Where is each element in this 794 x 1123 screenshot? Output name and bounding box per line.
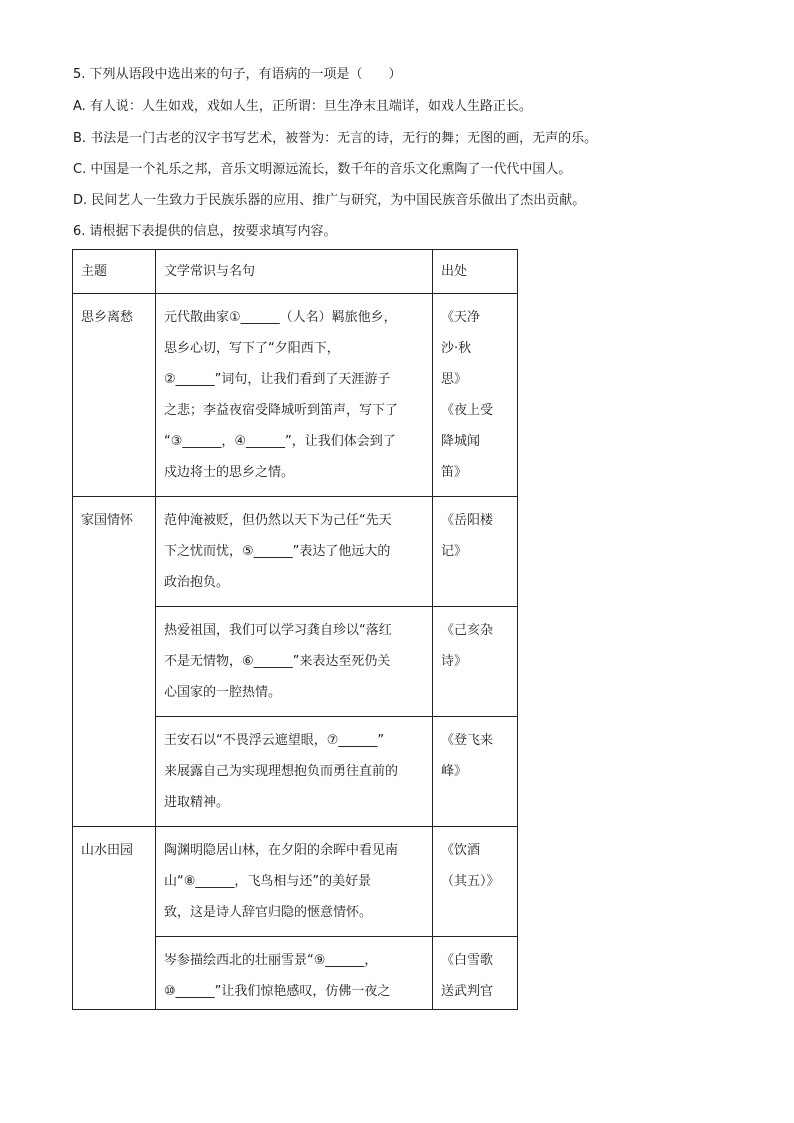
- content-cell: 元代散曲家①______（人名）羁旅他乡， 思乡心切，写下了“夕阳西下， ②______”词句，让我们看到了天涯游子 之悲；李益夜宿受降城听到笛声，写下了 “③______，④______”，让我们体会到了 戍边将士的思乡之情。: [156, 294, 433, 497]
- source-cell: 《天净 沙·秋 思》 《夜上受 降城闻 笛》: [433, 294, 518, 497]
- content-cell: 王安石以“不畏浮云遮望眼，⑦______” 来展露自己为实现理想抱负而勇往直前的 进取精神。: [156, 717, 433, 827]
- source-cell: 《岳阳楼 记》: [433, 497, 518, 607]
- source-cell: 《白雪歌 送武判官: [433, 937, 518, 1010]
- question-6-stem: 6. 请根据下表提供的信息，按要求填写内容。: [73, 224, 337, 239]
- source-cell: 《登飞来 峰》: [433, 717, 518, 827]
- question-5-option-c: C. 中国是一个礼乐之邦，音乐文明源远流长，数千年的音乐文化熏陶了一代代中国人。: [73, 162, 572, 177]
- table-row: [73, 497, 518, 607]
- content-cell: 岑参描绘西北的壮丽雪景“⑨______， ⑩______”让我们惊艳感叹，仿佛一夜之: [156, 937, 433, 1010]
- table-row: [73, 294, 518, 497]
- content-cell: 热爱祖国，我们可以学习龚自珍以“落红 不是无情物，⑥______”来表达至死仍关 心国家的一腔热情。: [156, 607, 433, 717]
- theme-cell-homesick: 思乡离愁: [73, 294, 156, 497]
- content-cell: 陶渊明隐居山林，在夕阳的余晖中看见南 山“⑧______，飞鸟相与还”的美好景 致，这是诗人辞官归隐的惬意情怀。: [156, 827, 433, 937]
- question-5-option-d: D. 民间艺人一生致力于民族乐器的应用、推广与研究，为中国民族音乐做出了杰出贡献。: [73, 193, 586, 208]
- source-cell: 《饮酒 （其五）》: [433, 827, 518, 937]
- question-5-option-a: A. 有人说：人生如戏，戏如人生，正所谓：旦生净末且端详，如戏人生路正长。: [73, 99, 532, 114]
- table-header-row: [73, 250, 518, 294]
- header-content: 文学常识与名句: [156, 250, 433, 294]
- header-theme: 主题: [73, 250, 156, 294]
- question-5-option-b: B. 书法是一门古老的汉字书写艺术，被誉为：无言的诗，无行的舞；无图的画，无声的乐。: [73, 131, 598, 146]
- header-source: 出处: [433, 250, 518, 294]
- theme-cell-pastoral: 山水田园: [73, 827, 156, 1010]
- question-5-stem: 5. 下列从语段中选出来的句子，有语病的一项是（ ）: [73, 67, 402, 82]
- table-row: [73, 827, 518, 937]
- theme-cell-patriotism: 家国情怀: [73, 497, 156, 827]
- content-cell: 范仲淹被贬，但仍然以天下为己任“先天 下之忧而忧，⑤______”表达了他远大的 政治抱负。: [156, 497, 433, 607]
- literature-info-table: [72, 249, 518, 1010]
- source-cell: 《己亥杂 诗》: [433, 607, 518, 717]
